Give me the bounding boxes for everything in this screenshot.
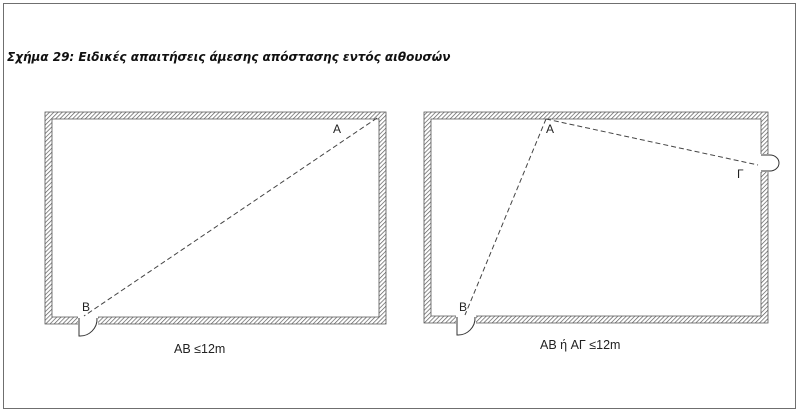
figure-caption: Σχήμα 29: Ειδικές απαιτήσεις άμεσης απόστασης εντός αιθουσών bbox=[7, 50, 451, 64]
left-condition-label: AB ≤12m bbox=[174, 342, 226, 356]
left-point-a-label: A bbox=[333, 122, 342, 136]
right-distance-line-ab bbox=[465, 119, 546, 315]
left-room-wall bbox=[45, 112, 386, 324]
right-condition-label: AB ή AΓ ≤12m bbox=[540, 338, 621, 352]
right-point-a-label: A bbox=[546, 122, 555, 136]
left-door-swing bbox=[79, 318, 97, 336]
right-room bbox=[424, 112, 779, 352]
right-room-wall bbox=[424, 112, 768, 323]
right-point-g-label: Γ bbox=[737, 167, 744, 181]
right-door-b-swing bbox=[457, 317, 475, 335]
right-point-b-label: B bbox=[459, 300, 468, 314]
left-distance-line-ab bbox=[84, 118, 377, 316]
left-point-b-label: B bbox=[82, 300, 91, 314]
left-room bbox=[45, 112, 386, 356]
right-door-g-swing bbox=[761, 155, 779, 171]
right-distance-line-ag bbox=[546, 119, 758, 165]
